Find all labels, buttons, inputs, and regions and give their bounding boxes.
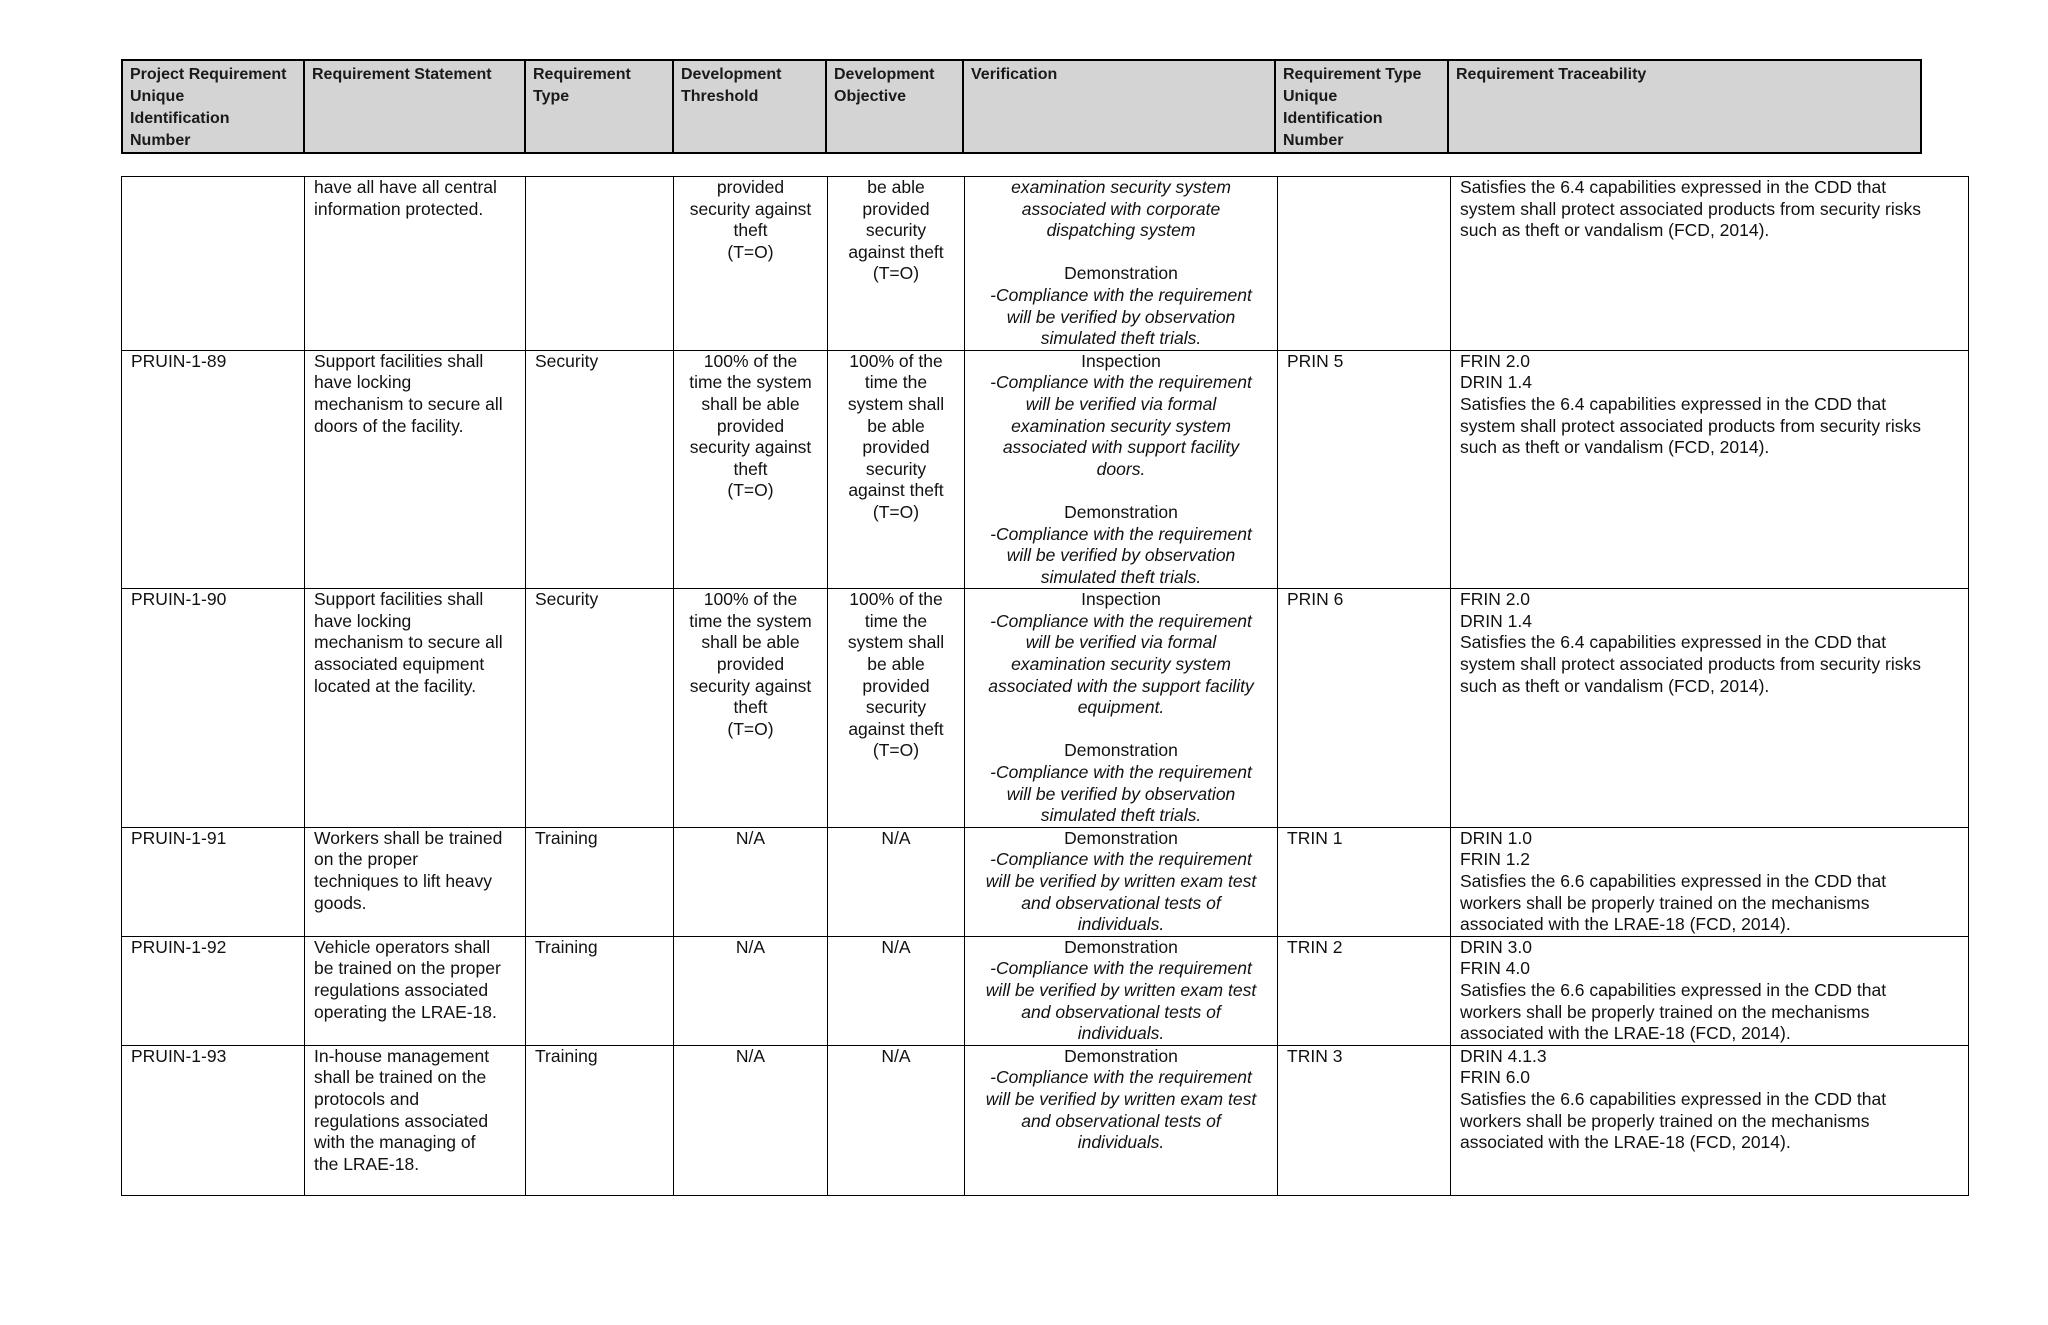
text-line: doors of the facility.	[314, 415, 464, 436]
text-line: and observational tests of	[1021, 892, 1221, 913]
text-line: will be verified by observation	[1006, 306, 1236, 327]
development-threshold-cell	[674, 177, 828, 351]
text-line: shall be able	[701, 632, 800, 653]
header-requirement-type-id	[1275, 60, 1448, 153]
requirement-type-cell: Security	[526, 350, 674, 589]
text-line: individuals.	[1077, 1023, 1165, 1044]
verification-method-title: Demonstration	[1064, 740, 1178, 761]
verification-method-title: Demonstration	[1064, 263, 1178, 284]
text-line: system shall protect associated products from security risks	[1460, 654, 1921, 675]
development-objective-cell	[828, 350, 965, 589]
text-line: time the system	[689, 610, 812, 631]
requirement-type-id-cell: TRIN 2	[1278, 936, 1451, 1045]
table-row	[122, 1045, 1969, 1195]
verification-cell	[965, 827, 1278, 936]
text-line: will be verified by observation	[1006, 783, 1236, 804]
requirement-id-cell: PRUIN-1-91	[122, 827, 305, 936]
requirement-id-cell: PRUIN-1-93	[122, 1045, 305, 1195]
header-requirement-traceability	[1448, 60, 1921, 153]
text-line: associated with the LRAE-18 (FCD, 2014).	[1460, 1023, 1791, 1044]
text-line: examination security system	[1011, 654, 1231, 675]
text-line: DRIN 1.0	[1460, 827, 1532, 848]
text-line: system shall protect associated products from security risks	[1460, 198, 1921, 219]
text-line: security	[865, 220, 927, 241]
text-line: FRIN 2.0	[1460, 589, 1531, 610]
verification-method-title: Inspection	[1081, 589, 1161, 610]
verification-method-title: Demonstration	[1064, 827, 1178, 848]
development-threshold-cell	[674, 827, 828, 936]
text-line: security	[865, 697, 927, 718]
text-line: (T=O)	[727, 480, 774, 501]
requirement-traceability-cell	[1451, 827, 1969, 936]
text-line: (T=O)	[872, 263, 920, 284]
requirement-traceability-cell	[1451, 1045, 1969, 1195]
text-line: mechanism to secure all	[314, 393, 503, 414]
text-line: Satisfies the 6.6 capabilities expressed in the CDD that	[1460, 980, 1887, 1000]
verification-cell	[965, 177, 1278, 351]
text-line: shall be able	[701, 393, 800, 414]
text-line: Workers shall be trained	[314, 827, 503, 848]
text-line: provided	[716, 415, 785, 436]
text-line: be able	[867, 654, 925, 675]
table-row	[122, 589, 1969, 828]
text-line: In-house management	[314, 1045, 490, 1066]
text-line: N/A	[881, 936, 911, 957]
text-line: Requirement Statement	[312, 66, 492, 83]
table-row	[122, 350, 1969, 589]
text-line: -Compliance with the requirement	[990, 1067, 1252, 1088]
table-row	[122, 177, 1969, 351]
verification-description	[974, 849, 1268, 935]
development-threshold-cell	[674, 350, 828, 589]
text-line: against theft	[848, 718, 944, 739]
development-threshold-cell	[674, 589, 828, 828]
text-line: will be verified via formal	[1025, 393, 1217, 414]
text-line: (T=O)	[727, 718, 774, 739]
text-line: Threshold	[681, 88, 759, 105]
requirement-statement-cell	[305, 827, 526, 936]
text-line: Number	[1283, 132, 1344, 149]
text-line: Requirement Traceability	[1456, 66, 1647, 83]
text-line: -Compliance with the requirement	[990, 849, 1252, 870]
text-line: protocols and	[314, 1089, 420, 1109]
text-line: security against	[689, 198, 812, 219]
verification-cell	[965, 589, 1278, 828]
verification-description	[974, 177, 1268, 242]
requirement-type-cell: Security	[526, 589, 674, 828]
text-line: techniques to lift heavy	[314, 871, 493, 891]
verification-description	[974, 524, 1268, 589]
text-line: Development	[834, 66, 935, 83]
development-objective-cell	[828, 827, 965, 936]
text-line: -Compliance with the requirement	[990, 523, 1252, 544]
text-line: doors.	[1096, 458, 1146, 479]
text-line: have locking	[314, 372, 412, 393]
verification-method-title: Demonstration	[1064, 1045, 1178, 1066]
text-line: Requirement Type	[1283, 66, 1422, 83]
text-line: operating the LRAE-18.	[314, 1001, 497, 1022]
verification-description	[974, 762, 1268, 827]
text-line: N/A	[735, 1045, 766, 1066]
text-line: N/A	[735, 827, 766, 848]
requirement-id-cell: PRUIN-1-89	[122, 350, 305, 589]
requirement-type-id-cell: PRIN 6	[1278, 589, 1451, 828]
text-line: Requirement	[533, 66, 631, 83]
development-threshold-cell	[674, 1045, 828, 1195]
text-line: (T=O)	[727, 241, 774, 262]
verification-cell	[965, 936, 1278, 1045]
requirement-traceability-cell	[1451, 589, 1969, 828]
header-requirement-statement	[304, 60, 525, 153]
requirement-id-cell: PRUIN-1-90	[122, 589, 305, 828]
text-line: will be verified by observation	[1006, 545, 1236, 566]
text-line: N/A	[881, 1045, 911, 1066]
text-line: DRIN 3.0	[1460, 936, 1532, 957]
text-line: Verification	[971, 66, 1058, 83]
text-line: time the system	[689, 372, 812, 393]
text-line: DRIN 4.1.3	[1460, 1045, 1547, 1066]
header-row	[122, 60, 1921, 153]
text-line: Support facilities shall	[314, 350, 484, 371]
text-line: have all have all central	[314, 177, 497, 197]
header-development-objective	[826, 60, 963, 153]
text-line: simulated theft trials.	[1040, 328, 1202, 349]
text-line: FRIN 2.0	[1460, 350, 1531, 371]
text-line: against theft	[848, 480, 944, 501]
text-line: Objective	[834, 88, 907, 105]
text-line: theft	[733, 220, 768, 241]
text-line: Unique	[1283, 88, 1338, 105]
text-line: N/A	[881, 827, 911, 848]
requirement-statement-cell	[305, 589, 526, 828]
text-line: provided	[716, 654, 785, 675]
development-objective-cell	[828, 589, 965, 828]
text-line: associated with the LRAE-18 (FCD, 2014).	[1460, 914, 1791, 935]
text-line: FRIN 4.0	[1460, 958, 1531, 979]
text-line: Unique	[130, 88, 185, 105]
text-line: examination security system	[1011, 415, 1231, 436]
text-line: Number	[130, 132, 191, 149]
text-line: N/A	[735, 936, 766, 957]
requirement-traceability-cell	[1451, 936, 1969, 1045]
text-line: goods.	[314, 892, 367, 913]
requirement-type-id-cell	[1278, 177, 1451, 351]
text-line: with the managing of	[314, 1132, 476, 1153]
requirement-type-id-cell: PRIN 5	[1278, 350, 1451, 589]
development-objective-cell	[828, 1045, 965, 1195]
table-row	[122, 827, 1969, 936]
text-line: will be verified by written exam test	[985, 871, 1257, 891]
requirement-statement-cell	[305, 1045, 526, 1195]
text-line: -Compliance with the requirement	[990, 372, 1252, 393]
verification-method-title: Inspection	[1081, 350, 1161, 371]
text-line: associated equipment	[314, 654, 485, 675]
requirement-type-cell: Training	[526, 1045, 674, 1195]
text-line: Type	[533, 88, 570, 105]
requirement-statement-cell	[305, 177, 526, 351]
header-development-threshold	[673, 60, 826, 153]
requirement-statement-cell	[305, 936, 526, 1045]
text-line: information protected.	[314, 198, 484, 219]
requirements-table	[121, 176, 1969, 1196]
verification-description	[974, 611, 1268, 719]
text-line: provided	[716, 177, 785, 197]
text-line: (T=O)	[872, 501, 920, 522]
verification-description	[974, 285, 1268, 350]
text-line: be able	[867, 177, 925, 197]
text-line: associated with the LRAE-18 (FCD, 2014).	[1460, 1132, 1791, 1153]
text-line: dispatching system	[1046, 220, 1196, 241]
text-line: 100% of the	[703, 350, 798, 371]
verification-cell	[965, 1045, 1278, 1195]
development-objective-cell	[828, 177, 965, 351]
text-line: -Compliance with the requirement	[990, 284, 1252, 305]
header-verification	[963, 60, 1275, 153]
text-line: -Compliance with the requirement	[990, 610, 1252, 631]
requirement-type-cell: Training	[526, 827, 674, 936]
text-line: Identification	[1283, 110, 1383, 127]
text-line: security	[865, 458, 927, 479]
requirement-type-id-cell: TRIN 1	[1278, 827, 1451, 936]
text-line: examination security system	[1011, 177, 1231, 197]
text-line: be trained on the proper	[314, 958, 501, 979]
text-line: simulated theft trials.	[1040, 805, 1202, 826]
requirement-statement-cell	[305, 350, 526, 589]
text-line: will be verified by written exam test	[985, 980, 1257, 1000]
text-line: on the proper	[314, 849, 419, 870]
text-line: workers shall be properly trained on the mechanisms	[1460, 1110, 1870, 1131]
requirement-id-cell	[122, 177, 305, 351]
text-line: associated with the support facility	[988, 675, 1254, 696]
text-line: time the	[864, 610, 928, 631]
table-row	[122, 936, 1969, 1045]
text-line: Identification	[130, 110, 230, 127]
verification-method-title: Demonstration	[1064, 501, 1178, 522]
text-line: Satisfies the 6.6 capabilities expressed in the CDD that	[1460, 871, 1887, 891]
text-line: Satisfies the 6.4 capabilities expressed in the CDD that	[1460, 393, 1887, 414]
text-line: system shall protect associated products from security risks	[1460, 415, 1921, 436]
text-line: system shall	[847, 393, 945, 414]
text-line: Project Requirement	[130, 66, 287, 83]
text-line: such as theft or vandalism (FCD, 2014).	[1460, 675, 1770, 696]
text-line: DRIN 1.4	[1460, 610, 1532, 631]
requirement-type-id-cell: TRIN 3	[1278, 1045, 1451, 1195]
development-threshold-cell	[674, 936, 828, 1045]
text-line: Vehicle operators shall	[314, 936, 491, 957]
text-line: time the	[864, 372, 928, 393]
text-line: -Compliance with the requirement	[990, 762, 1252, 783]
header-table	[121, 59, 1922, 154]
text-line: such as theft or vandalism (FCD, 2014).	[1460, 220, 1770, 241]
text-line: regulations associated	[314, 980, 489, 1000]
text-line: provided	[862, 437, 930, 458]
text-line: associated with support facility	[1002, 437, 1240, 458]
text-line: Satisfies the 6.6 capabilities expressed in the CDD that	[1460, 1089, 1887, 1109]
text-line: have locking	[314, 610, 412, 631]
text-line: 100% of the	[703, 589, 798, 610]
text-line: theft	[733, 458, 768, 479]
text-line: associated with corporate	[1021, 198, 1221, 219]
text-line: be able	[867, 415, 925, 436]
development-objective-cell	[828, 936, 965, 1045]
text-line: located at the facility.	[314, 675, 477, 696]
text-line: simulated theft trials.	[1040, 566, 1202, 587]
text-line: workers shall be properly trained on the mechanisms	[1460, 1001, 1870, 1022]
text-line: will be verified by written exam test	[985, 1089, 1257, 1109]
verification-description	[974, 1067, 1268, 1153]
text-line: provided	[862, 675, 930, 696]
text-line: system shall	[847, 632, 945, 653]
text-line: such as theft or vandalism (FCD, 2014).	[1460, 437, 1770, 458]
text-line: against theft	[848, 241, 944, 262]
verification-description	[974, 958, 1268, 1044]
text-line: FRIN 1.2	[1460, 849, 1531, 870]
text-line: provided	[862, 198, 930, 219]
text-line: equipment.	[1077, 697, 1165, 718]
text-line: workers shall be properly trained on the mechanisms	[1460, 892, 1870, 913]
text-line: DRIN 1.4	[1460, 372, 1532, 393]
requirement-traceability-cell	[1451, 177, 1969, 351]
text-line: regulations associated	[314, 1110, 489, 1131]
verification-description	[974, 372, 1268, 480]
text-line: shall be trained on the	[314, 1067, 487, 1088]
text-line: Satisfies the 6.4 capabilities expressed in the CDD that	[1460, 177, 1887, 197]
text-line: security against	[689, 437, 812, 458]
text-line: -Compliance with the requirement	[990, 958, 1252, 979]
text-line: 100% of the	[849, 589, 943, 610]
header-project-requirement-id	[122, 60, 304, 153]
text-line: (T=O)	[872, 740, 920, 761]
text-line: the LRAE-18.	[314, 1153, 420, 1174]
text-line: Support facilities shall	[314, 589, 484, 610]
requirement-type-cell: Training	[526, 936, 674, 1045]
requirement-id-cell: PRUIN-1-92	[122, 936, 305, 1045]
text-line: and observational tests of	[1021, 1001, 1221, 1022]
text-line: FRIN 6.0	[1460, 1067, 1531, 1088]
text-line: will be verified via formal	[1025, 632, 1217, 653]
text-line: individuals.	[1077, 1132, 1165, 1153]
requirement-traceability-cell	[1451, 350, 1969, 589]
text-line: Satisfies the 6.4 capabilities expressed in the CDD that	[1460, 632, 1887, 653]
text-line: mechanism to secure all	[314, 632, 503, 653]
text-line: theft	[733, 697, 768, 718]
text-line: Development	[681, 66, 782, 83]
text-line: 100% of the	[849, 350, 943, 371]
requirement-type-cell	[526, 177, 674, 351]
text-line: individuals.	[1077, 914, 1165, 935]
text-line: security against	[689, 675, 812, 696]
header-requirement-type	[525, 60, 673, 153]
text-line: and observational tests of	[1021, 1110, 1221, 1131]
verification-method-title: Demonstration	[1064, 936, 1178, 957]
verification-cell	[965, 350, 1278, 589]
